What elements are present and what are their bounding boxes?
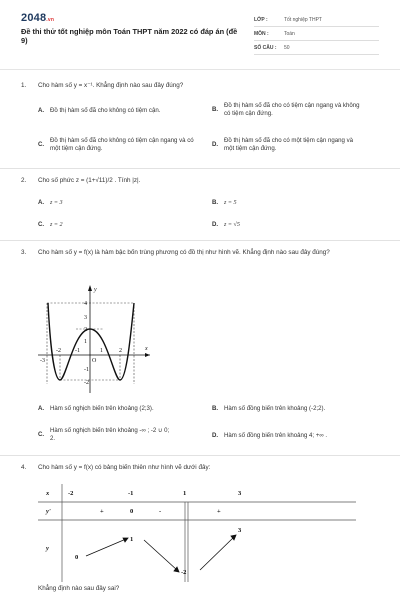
row-label-y: y <box>46 545 49 552</box>
meta-class <box>254 15 379 27</box>
x-tick: -2 <box>56 348 61 354</box>
option-text: Đồ thị hàm số đã cho không có tiệm cận ngang và có một tiệm cận đứng. <box>50 137 194 153</box>
variation-table <box>38 482 356 582</box>
y-tick: 4 <box>84 301 87 307</box>
origin-label: O <box>92 358 97 364</box>
option-letter: D. <box>212 141 219 148</box>
question-number: 2. <box>21 177 27 184</box>
option-text: Đồ thị hàm số đã cho có tiệm cận ngang và không có tiệm cận đứng. <box>224 102 360 118</box>
q3-option-d[interactable] <box>212 432 382 442</box>
option-text: z = √5 <box>224 222 240 228</box>
x-tick: 1 <box>100 348 103 354</box>
option-text: Hàm số đồng biến trên khoảng 4; +∞ . <box>224 432 328 439</box>
document-title: Đề thi thử tốt nghiệp môn Toán THPT năm 2022 có đáp án (đề 9) <box>21 27 238 45</box>
option-letter: B. <box>212 405 219 412</box>
x-value: -2 <box>68 490 74 497</box>
site-logo[interactable] <box>21 12 54 24</box>
y-tick: 1 <box>84 339 87 345</box>
q3-option-c[interactable] <box>38 427 208 445</box>
x-value: 1 <box>183 490 187 497</box>
option-text: Hàm số đồng biến trên khoảng (-2;2). <box>224 405 326 412</box>
y-value: 3 <box>238 527 242 534</box>
yprime-sign: 0 <box>130 508 134 515</box>
option-letter: D. <box>212 432 219 439</box>
meta-key: LỚP : <box>254 17 268 23</box>
x-tick: -1 <box>75 348 80 354</box>
q3-option-b[interactable] <box>212 405 382 415</box>
divider <box>0 240 400 241</box>
page-header <box>0 0 400 70</box>
row-label-x: x <box>46 490 50 497</box>
x-value: -1 <box>128 490 134 497</box>
option-text: z = 3 <box>50 200 63 206</box>
y-axis-label: y <box>94 287 97 293</box>
q1-option-a[interactable] <box>38 107 208 117</box>
question-followup: Khẳng định nào sau đây sai? <box>38 585 120 592</box>
x-value: 3 <box>238 490 242 497</box>
q1-option-c[interactable] <box>38 137 208 155</box>
divider <box>0 168 400 169</box>
question-number: 3. <box>21 249 27 256</box>
question-number: 4. <box>21 464 27 471</box>
option-letter: A. <box>38 107 45 114</box>
q2-option-c[interactable] <box>38 221 188 231</box>
meta-key: MÔN : <box>254 31 269 37</box>
option-letter: A. <box>38 405 45 412</box>
y-value: 1 <box>130 536 134 543</box>
option-letter: B. <box>212 106 219 113</box>
q2-option-a[interactable] <box>38 199 188 209</box>
meta-value: Tốt nghiệp THPT <box>284 17 322 23</box>
q3-option-a[interactable] <box>38 405 208 415</box>
question-text: Cho hàm số y = f(x) có bảng biến thiên như hình vẽ dưới đây: <box>38 464 211 471</box>
option-text: Đồ thị hàm số đã cho không có tiệm cận. <box>50 107 161 114</box>
function-graph <box>36 283 154 395</box>
meta-key: SỐ CÂU : <box>254 45 277 51</box>
option-text: Hàm số nghịch biến trên khoảng (2;3). <box>50 405 154 412</box>
y-tick: -2 <box>84 380 89 386</box>
option-text: Đồ thị hàm số đã cho có một tiệm cận ngang và một tiệm cận đứng. <box>224 137 354 153</box>
question-text: Cho hàm số y = f(x) là hàm bậc bốn trùng phương có đồ thị như hình vẽ. Khẳng định nào sau đây đúng? <box>38 249 330 256</box>
y-value: -2 <box>181 569 187 576</box>
option-letter: C. <box>38 431 45 438</box>
q2-option-b[interactable] <box>212 199 362 209</box>
x-tick: -3 <box>40 358 45 364</box>
option-letter: A. <box>38 199 45 206</box>
meta-count <box>254 43 379 55</box>
option-text: Hàm số nghịch biến trên khoảng -∞ ; -2 ∪ 0; 2. <box>50 427 170 443</box>
meta-subject <box>254 29 379 41</box>
y-value: 0 <box>75 554 79 561</box>
q2-option-d[interactable] <box>212 221 362 231</box>
x-tick: 2 <box>119 348 122 354</box>
logo-main: 2048 <box>21 12 47 24</box>
meta-value: Toán <box>284 31 295 37</box>
y-tick: 3 <box>84 315 87 321</box>
option-letter: D. <box>212 221 219 228</box>
option-letter: C. <box>38 221 45 228</box>
row-label-yprime: y' <box>46 508 51 515</box>
y-tick: 2 <box>84 327 87 333</box>
option-letter: B. <box>212 199 219 206</box>
option-text: z = 2 <box>50 222 63 228</box>
yprime-sign: - <box>159 508 162 515</box>
x-axis-label: x <box>145 346 148 352</box>
logo-suffix: .vn <box>46 17 55 23</box>
option-text: z = 5 <box>224 200 237 206</box>
question-number: 1. <box>21 82 27 89</box>
question-text: Cho số phức z = (1+√11)/2 . Tính |z|. <box>38 177 141 184</box>
q1-option-d[interactable] <box>212 137 382 155</box>
yprime-sign: + <box>217 508 221 515</box>
meta-value: 50 <box>284 45 290 51</box>
question-text: Cho hàm số y = x⁻¹. Khẳng định nào sau đây đúng? <box>38 82 184 89</box>
yprime-sign: + <box>100 508 104 515</box>
divider <box>0 455 400 456</box>
q1-option-b[interactable] <box>212 102 382 120</box>
option-letter: C. <box>38 141 45 148</box>
y-tick: -1 <box>84 367 89 373</box>
